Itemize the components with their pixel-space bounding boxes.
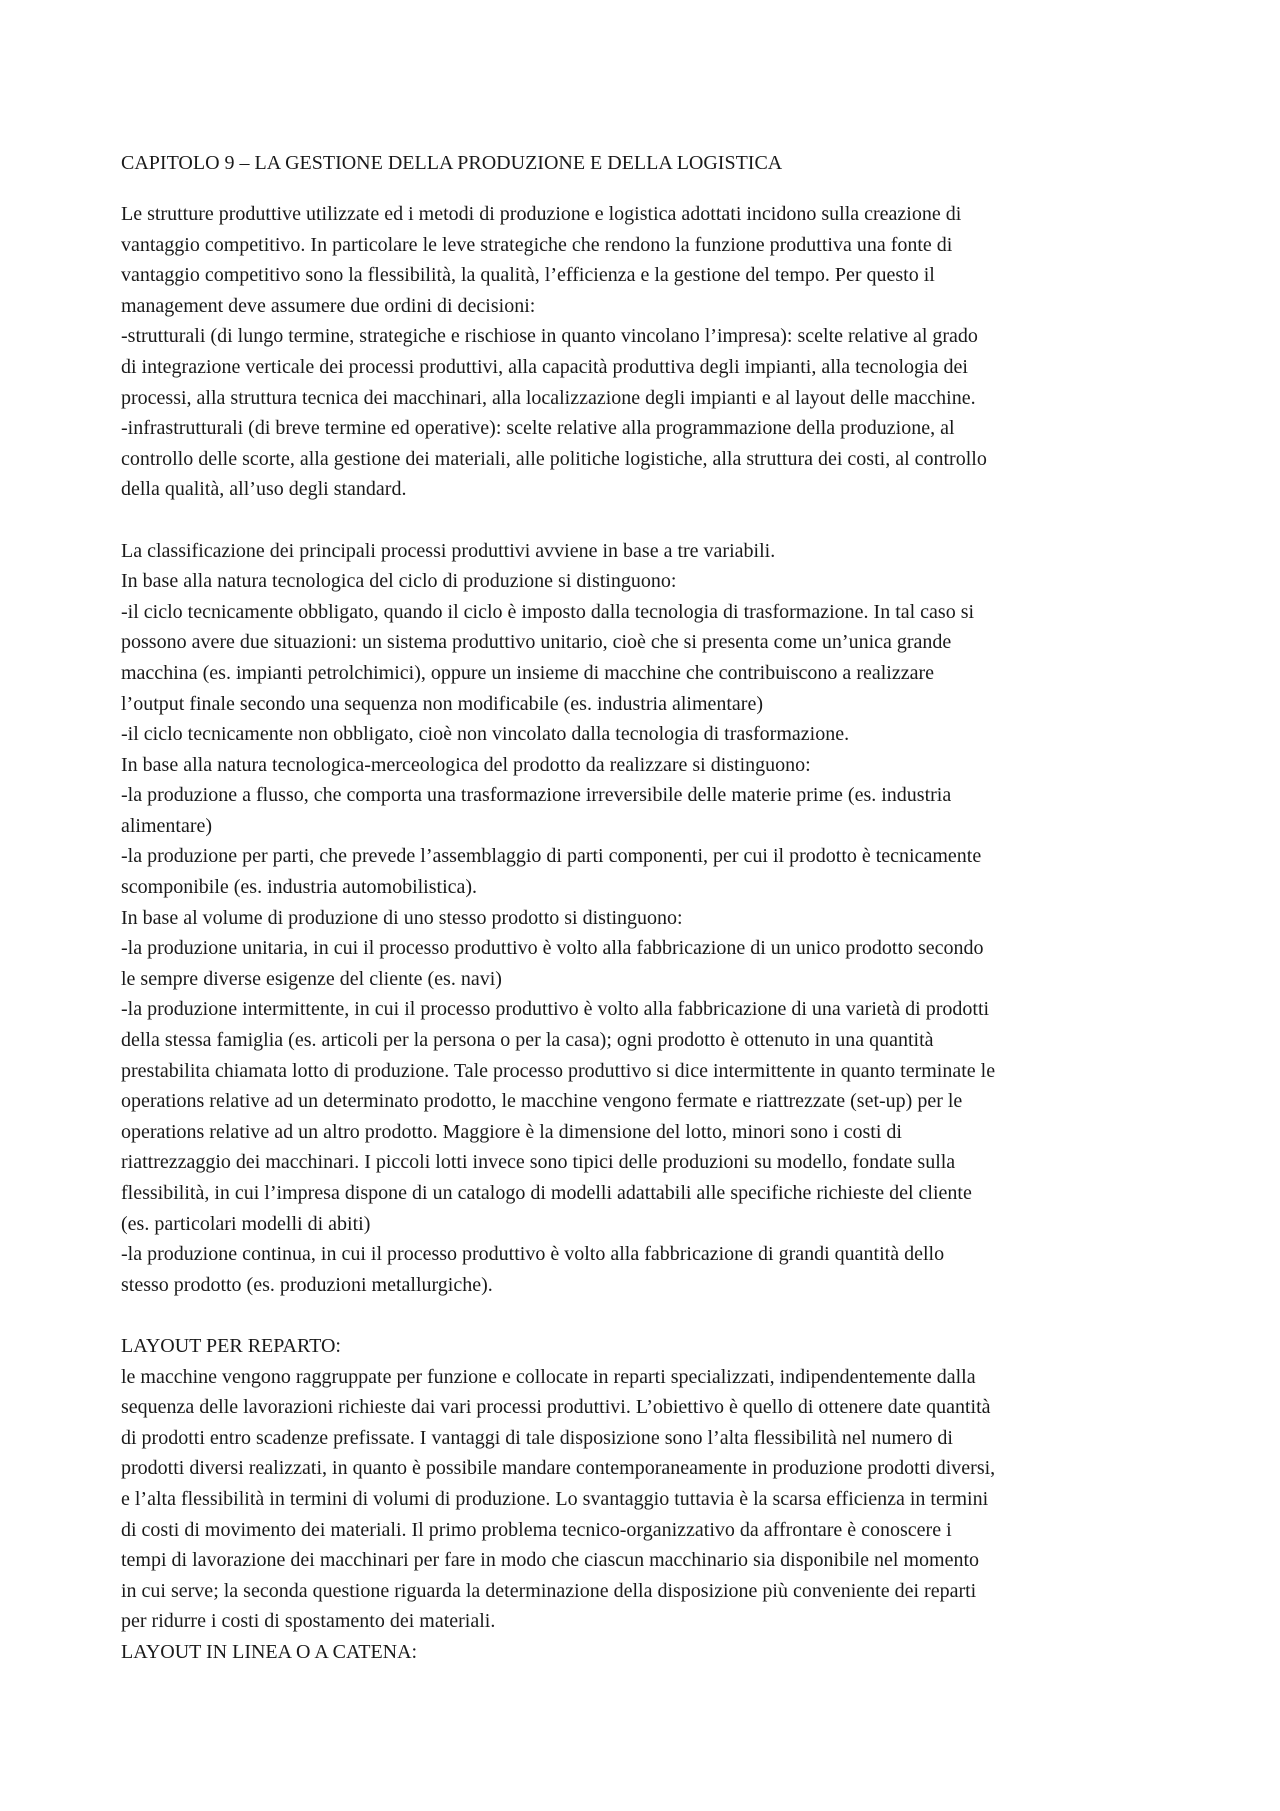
paragraph-1 xyxy=(121,199,1166,505)
text-line: -la produzione a flusso, che comporta una trasformazione irreversibile delle materie prime (es. industria xyxy=(121,784,952,807)
text-line: processi, alla struttura tecnica dei macchinari, alla localizzazione degli impianti e al layout delle macchine. xyxy=(121,386,976,409)
text-line: vantaggio competitivo sono la flessibilità, la qualità, l’efficienza e la gestione del tempo. Per questo il xyxy=(121,264,935,287)
text-line: -il ciclo tecnicamente non obbligato, cioè non vincolato dalla tecnologia di trasformazione. xyxy=(121,723,850,746)
text-line: controllo delle scorte, alla gestione dei materiali, alle politiche logistiche, alla struttura dei costi, al controllo xyxy=(121,447,987,470)
text-line: stesso prodotto (es. produzioni metallurgiche). xyxy=(121,1273,493,1296)
text-line: della stessa famiglia (es. articoli per la persona o per la casa); ogni prodotto è ottenuto in una quantità xyxy=(121,1029,934,1052)
text-line: macchina (es. impianti petrolchimici), oppure un insieme di macchine che contribuiscono a realizzare xyxy=(121,661,935,684)
text-line: prodotti diversi realizzati, in quanto è possibile mandare contemporaneamente in produzione prodotti diversi, xyxy=(121,1457,996,1480)
paragraph-gap xyxy=(121,505,1166,536)
text-line: -la produzione unitaria, in cui il processo produttivo è volto alla fabbricazione di un unico prodotto secondo xyxy=(121,937,984,960)
text-line: di costi di movimento dei materiali. Il primo problema tecnico-organizzativo da affrontare è conoscere i xyxy=(121,1518,952,1541)
text-line: della qualità, all’uso degli standard. xyxy=(121,478,407,501)
paragraph-gap xyxy=(121,1300,1166,1331)
text-line: sequenza delle lavorazioni richieste dai vari processi produttivi. L’obiettivo è quello di ottenere date quantità xyxy=(121,1396,991,1419)
text-line: alimentare) xyxy=(121,814,213,837)
text-line: per ridurre i costi di spostamento dei materiali. xyxy=(121,1610,496,1633)
text-line: -la produzione per parti, che prevede l’assemblaggio di parti componenti, per cui il prodotto è tecnicamente xyxy=(121,845,982,868)
text-line: La classificazione dei principali processi produttivi avviene in base a tre variabili. xyxy=(121,539,776,562)
text-line: di integrazione verticale dei processi produttivi, alla capacità produttiva degli impianti, alla tecnologia dei xyxy=(121,355,968,378)
text-line: -strutturali (di lungo termine, strategiche e rischiose in quanto vincolano l’impresa): scelte relative al grado xyxy=(121,325,978,348)
text-line: Le strutture produttive utilizzate ed i metodi di produzione e logistica adottati incidono sulla creazione di xyxy=(121,203,962,225)
text-line: operations relative ad un determinato prodotto, le macchine vengono fermate e riattrezzate (set-up) per le xyxy=(121,1090,963,1113)
text-line: In base al volume di produzione di uno stesso prodotto si distinguono: xyxy=(121,906,683,929)
text-line: flessibilità, in cui l’impresa dispone di un catalogo di modelli adattabili alle specifiche richieste del cliente xyxy=(121,1182,972,1204)
text-line: LAYOUT IN LINEA O A CATENA: xyxy=(121,1640,418,1663)
text-line: possono avere due situazioni: un sistema produttivo unitario, cioè che si presenta come un’unica grande xyxy=(121,631,952,654)
text-line: operations relative ad un altro prodotto. Maggiore è la dimensione del lotto, minori sono i costi di xyxy=(121,1120,902,1143)
text-line: tempi di lavorazione dei macchinari per fare in modo che ciascun macchinario sia disponibile nel momento xyxy=(121,1549,980,1572)
text-line: in cui serve; la seconda questione riguarda la determinazione della disposizione più conveniente dei reparti xyxy=(121,1579,977,1602)
text-line: LAYOUT PER REPARTO: xyxy=(121,1334,341,1357)
text-line: e l’alta flessibilità in termini di volumi di produzione. Lo svantaggio tuttavia è la scarsa efficienza in termini xyxy=(121,1487,989,1510)
text-line: In base alla natura tecnologica del ciclo di produzione si distinguono: xyxy=(121,570,677,593)
paragraph-2 xyxy=(121,536,1166,1301)
document-page xyxy=(121,148,1166,1668)
text-line: management deve assumere due ordini di decisioni: xyxy=(121,294,536,317)
text-line: -la produzione intermittente, in cui il processo produttivo è volto alla fabbricazione di una varietà di prodotti xyxy=(121,998,990,1021)
paragraph-3 xyxy=(121,1331,1166,1668)
text-line: In base alla natura tecnologica-merceologica del prodotto da realizzare si distinguono: xyxy=(121,753,811,776)
text-line: le macchine vengono raggruppate per funzione e collocate in reparti specializzati, indipendentemente dalla xyxy=(121,1365,976,1388)
chapter-title: CAPITOLO 9 – LA GESTIONE DELLA PRODUZIONE E DELLA LOGISTICA xyxy=(121,152,783,174)
document-body xyxy=(121,199,1166,1668)
text-line: di prodotti entro scadenze prefissate. I vantaggi di tale disposizione sono l’alta flessibilità nel numero di xyxy=(121,1426,953,1449)
text-line: scomponibile (es. industria automobilistica). xyxy=(121,876,478,899)
text-line: le sempre diverse esigenze del cliente (es. navi) xyxy=(121,967,502,990)
text-line: -la produzione continua, in cui il processo produttivo è volto alla fabbricazione di grandi quantità dello xyxy=(121,1243,945,1266)
text-line: riattrezzaggio dei macchinari. I piccoli lotti invece sono tipici delle produzioni su modello, fondate sulla xyxy=(121,1151,956,1174)
text-line: -il ciclo tecnicamente obbligato, quando il ciclo è imposto dalla tecnologia di trasformazione. In tal caso si xyxy=(121,600,975,623)
text-line: prestabilita chiamata lotto di produzione. Tale processo produttivo si dice intermittente in quanto terminate le xyxy=(121,1059,996,1082)
text-line: (es. particolari modelli di abiti) xyxy=(121,1212,371,1235)
text-line: vantaggio competitivo. In particolare le leve strategiche che rendono la funzione produttiva una fonte di xyxy=(121,233,953,256)
text-line: l’output finale secondo una sequenza non modificabile (es. industria alimentare) xyxy=(121,692,764,715)
text-line: -infrastrutturali (di breve termine ed operative): scelte relative alla programmazione della produzione, al xyxy=(121,417,955,440)
